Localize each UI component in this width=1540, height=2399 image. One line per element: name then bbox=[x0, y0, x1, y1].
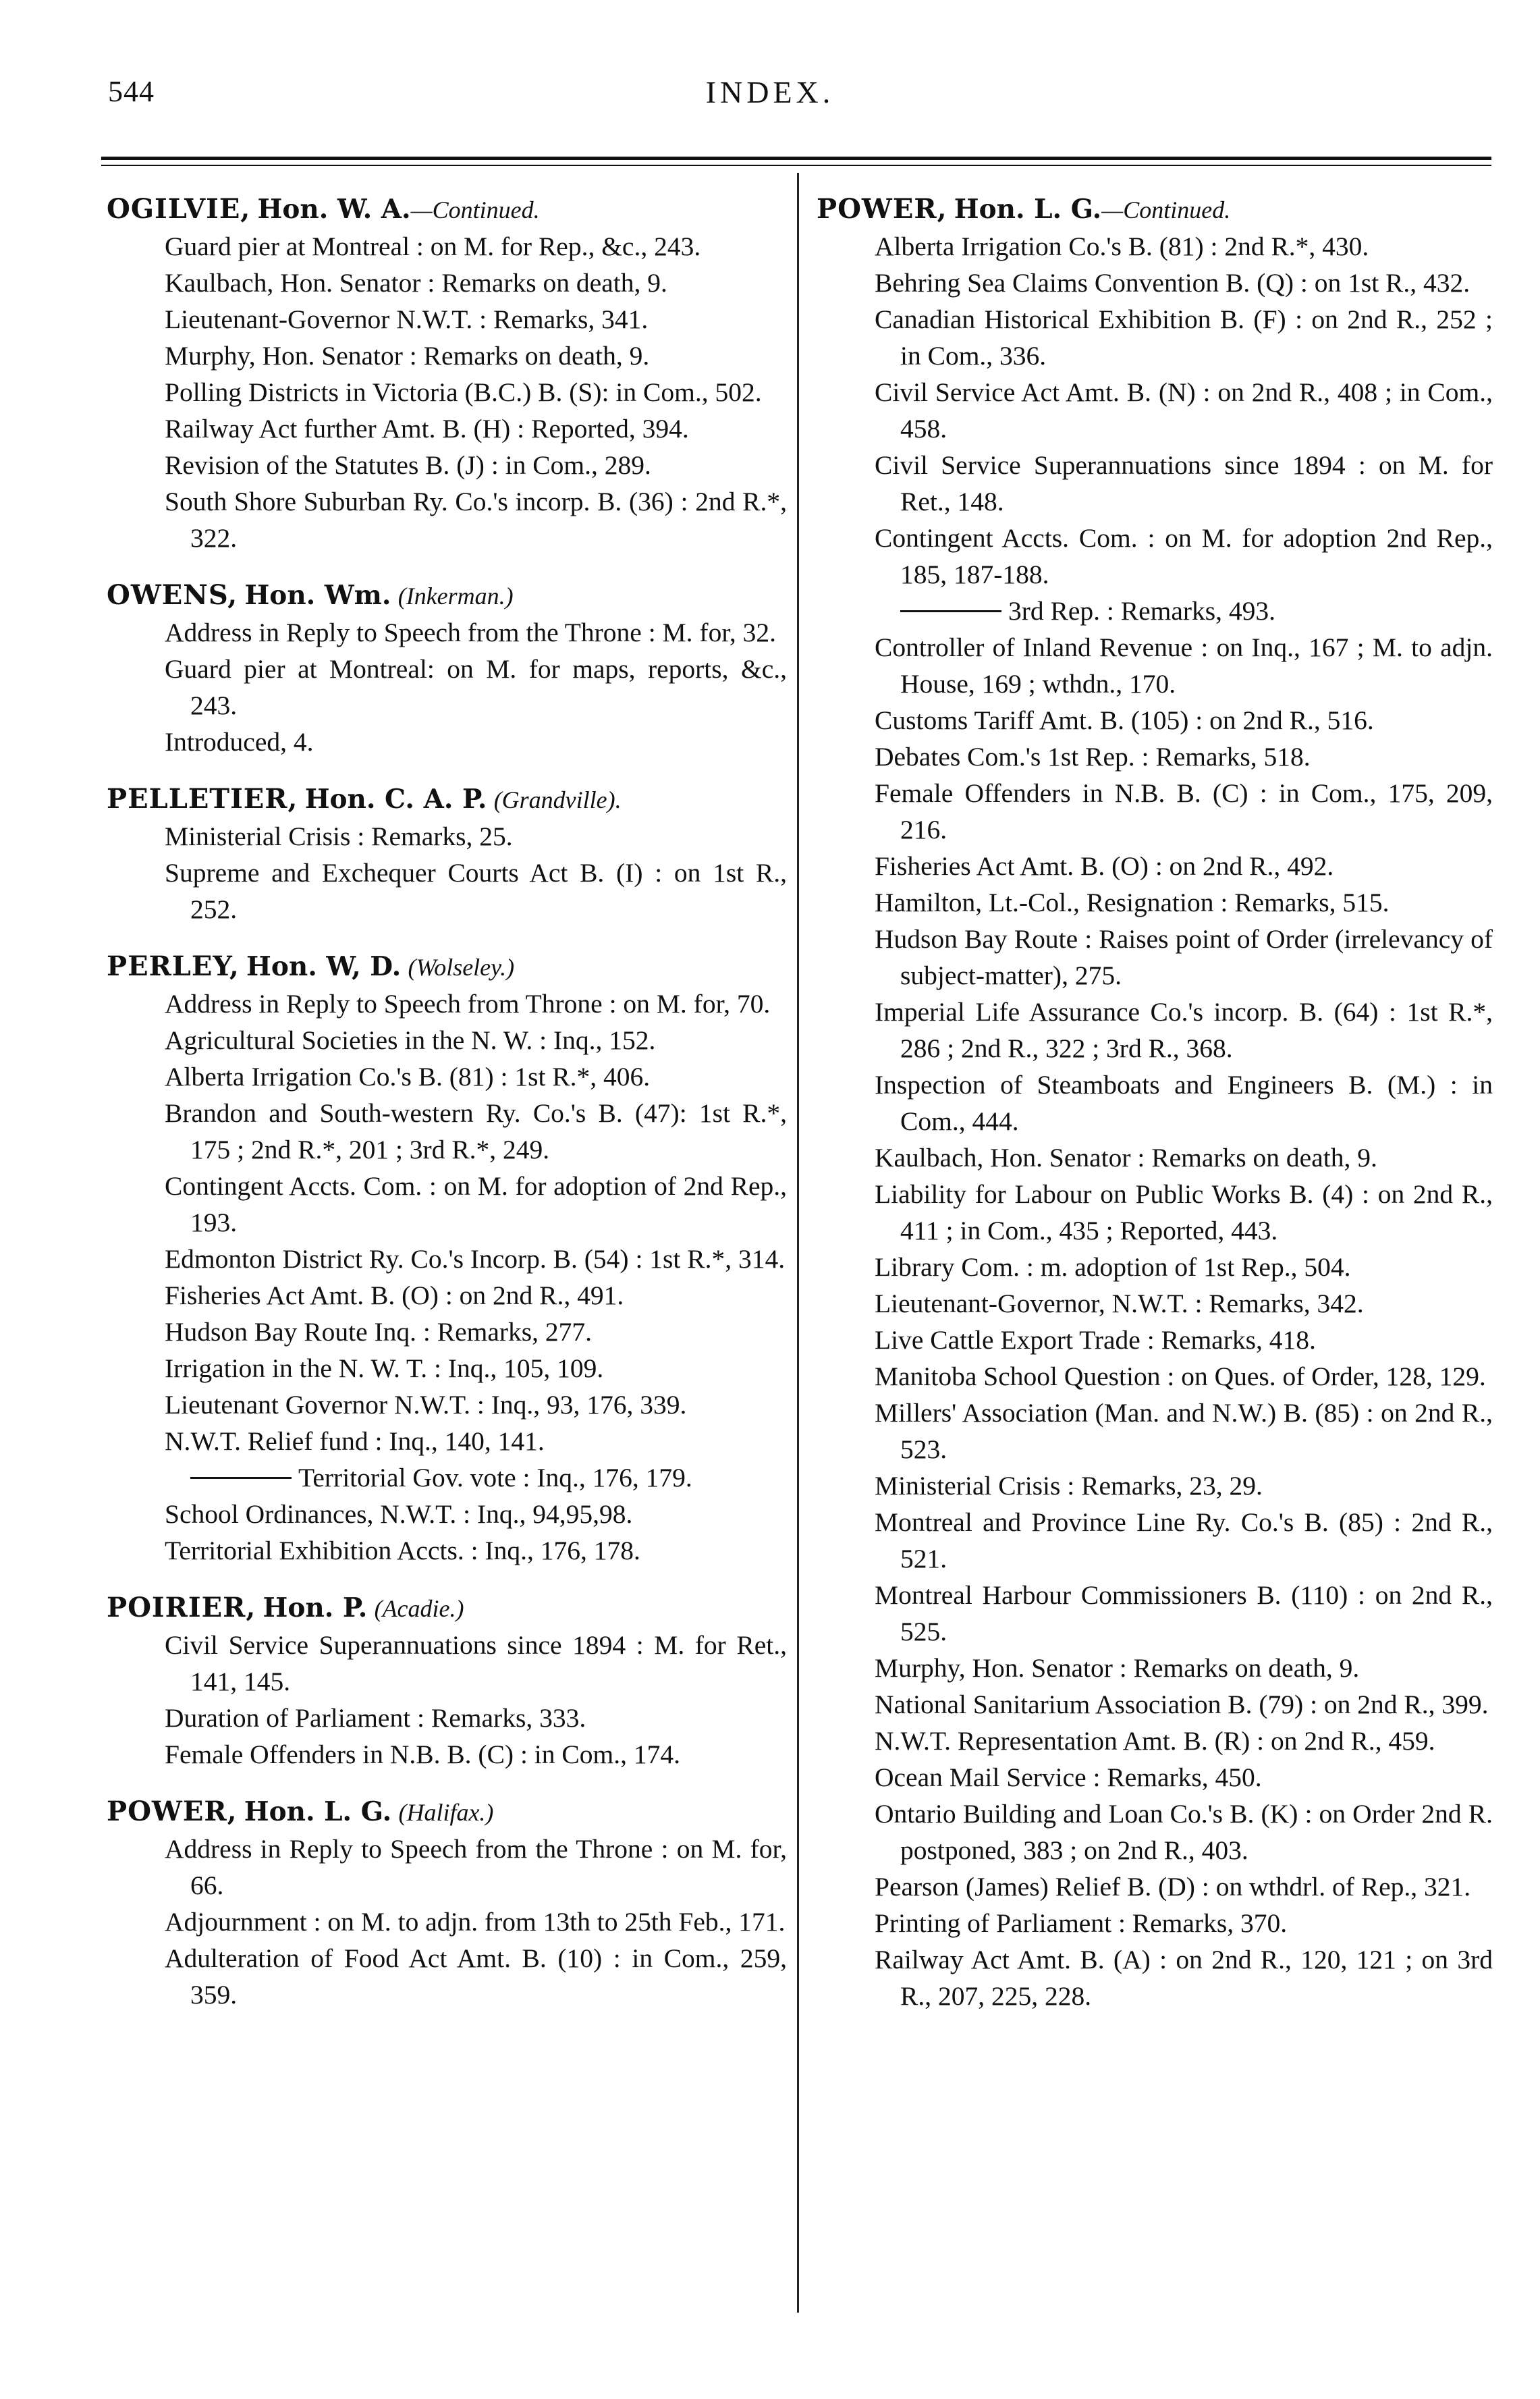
member-surname: POWER, bbox=[107, 1796, 238, 1827]
member-riding: (Inkerman.) bbox=[397, 583, 514, 610]
index-subentry: Kaulbach, Hon. Senator : Remarks on death, 9. bbox=[875, 1143, 1377, 1172]
member-title: Hon. W. A. bbox=[257, 194, 411, 225]
index-subentry: Railway Act Amt. B. (A) : on 2nd R., 120, 121 ; on 3rd R., 207, 225, 228. bbox=[875, 1945, 1493, 2011]
entry-heading bbox=[107, 1793, 787, 1831]
index-subentry: Edmonton District Ry. Co.'s Incorp. B. (54) : 1st R.*, 314. bbox=[165, 1244, 786, 1274]
entry-heading bbox=[817, 190, 1493, 228]
page-header bbox=[0, 74, 1540, 115]
index-subentry: School Ordinances, N.W.T. : Inq., 94,95,98. bbox=[165, 1499, 633, 1529]
index-subentry: Brandon and South-western Ry. Co.'s B. (47): 1st R.*, 175 ; 2nd R.*, 201 ; 3rd R.*, 249. bbox=[165, 1098, 787, 1164]
member-riding: (Acadie.) bbox=[374, 1595, 464, 1622]
index-subentry: Murphy, Hon. Senator : Remarks on death, 9. bbox=[165, 341, 650, 371]
index-subentry: Alberta Irrigation Co.'s B. (81) : 1st R.*, 406. bbox=[165, 1062, 651, 1091]
index-subentry: Debates Com.'s 1st Rep. : Remarks, 518. bbox=[875, 742, 1311, 772]
member-riding: (Wolseley.) bbox=[408, 954, 515, 981]
member-riding: (Grandville). bbox=[493, 786, 622, 813]
index-subentry: Address in Reply to Speech from the Throne : on M. for, 66. bbox=[165, 1834, 787, 1900]
index-subentry: Library Com. : m. adoption of 1st Rep., 504. bbox=[875, 1252, 1351, 1282]
entry-heading bbox=[107, 948, 787, 986]
entry-heading bbox=[107, 1589, 787, 1627]
index-subentry: Guard pier at Montreal : on M. for Rep., &c., 243. bbox=[165, 232, 701, 261]
index-entry bbox=[107, 1589, 787, 1773]
index-subentry: Civil Service Act Amt. B. (N) : on 2nd R., 408 ; in Com., 458. bbox=[875, 377, 1493, 443]
index-subentry: Printing of Parliament : Remarks, 370. bbox=[875, 1908, 1288, 1938]
index-subentry: N.W.T. Relief fund : Inq., 140, 141. bbox=[165, 1426, 545, 1456]
index-subentry: Hamilton, Lt.-Col., Resignation : Remarks, 515. bbox=[875, 888, 1390, 917]
index-subentry: Lieutenant Governor N.W.T. : Inq., 93, 176, 339. bbox=[165, 1390, 687, 1420]
member-title: Hon. C. A. P. bbox=[304, 784, 487, 815]
index-subentry: Revision of the Statutes B. (J) : in Com., 289. bbox=[165, 450, 651, 480]
header-rule-thin bbox=[101, 165, 1491, 166]
member-surname: PERLEY, bbox=[107, 950, 240, 982]
index-subentry: Montreal Harbour Commissioners B. (110) : on 2nd R., 525. bbox=[875, 1580, 1493, 1646]
member-title: Hon. L. G. bbox=[954, 194, 1102, 225]
index-subentry: Territorial Exhibition Accts. : Inq., 176, 178. bbox=[165, 1536, 640, 1565]
index-subentry: National Sanitarium Association B. (79) : on 2nd R., 399. bbox=[875, 1690, 1489, 1719]
index-subentry: Hudson Bay Route Inq. : Remarks, 277. bbox=[165, 1317, 593, 1347]
index-subentry: Supreme and Exchequer Courts Act B. (I) : on 1st R., 252. bbox=[165, 858, 787, 924]
page-number: 544 bbox=[108, 75, 155, 108]
index-subentry: Alberta Irrigation Co.'s B. (81) : 2nd R.*, 430. bbox=[875, 232, 1369, 261]
index-subentry: Controller of Inland Revenue : on Inq., 167 ; M. to adjn. House, 169 ; wthdn., 170. bbox=[875, 632, 1493, 699]
index-subentry: Canadian Historical Exhibition B. (F) : on 2nd R., 252 ; in Com., 336. bbox=[875, 304, 1493, 371]
index-subentry: Millers' Association (Man. and N.W.) B. (85) : on 2nd R., 523. bbox=[875, 1398, 1493, 1464]
member-surname: PELLETIER, bbox=[107, 783, 298, 815]
index-entry bbox=[107, 576, 787, 760]
member-title: Hon. L. G. bbox=[244, 1796, 392, 1827]
index-subentry: Duration of Parliament : Remarks, 333. bbox=[165, 1703, 586, 1733]
index-subentry: Ontario Building and Loan Co.'s B. (K) : on Order 2nd R. postponed, 383 ; on 2nd R., 403. bbox=[875, 1799, 1493, 1865]
index-subentry: Civil Service Superannuations since 1894 : on M. for Ret., 148. bbox=[875, 450, 1493, 516]
entry-heading bbox=[107, 780, 787, 818]
index-subentry: Montreal and Province Line Ry. Co.'s B. (85) : 2nd R., 521. bbox=[875, 1507, 1493, 1573]
index-subentry: Railway Act further Amt. B. (H) : Reported, 394. bbox=[165, 414, 689, 443]
index-subentry: Agricultural Societies in the N. W. : Inq., 152. bbox=[165, 1025, 656, 1055]
index-subentry: Ministerial Crisis : Remarks, 23, 29. bbox=[875, 1471, 1263, 1501]
index-subentry: Irrigation in the N. W. T. : Inq., 105, 109. bbox=[165, 1353, 604, 1383]
index-subentry: Inspection of Steamboats and Engineers B. (M.) : in Com., 444. bbox=[875, 1070, 1493, 1136]
index-subentry: Ministerial Crisis : Remarks, 25. bbox=[165, 821, 513, 851]
member-surname: OGILVIE, bbox=[107, 193, 251, 225]
index-subentry: Contingent Accts. Com. : on M. for adoption 2nd Rep., 185, 187-188. bbox=[875, 523, 1493, 589]
member-surname: POWER, bbox=[817, 193, 947, 225]
member-riding: (Halifax.) bbox=[398, 1799, 494, 1826]
index-subentry: Polling Districts in Victoria (B.C.) B. (S): in Com., 502. bbox=[165, 377, 762, 407]
index-entry bbox=[817, 190, 1493, 2014]
index-subentry: Female Offenders in N.B. B. (C) : in Com., 175, 209, 216. bbox=[875, 778, 1493, 844]
index-subentry: Adjournment : on M. to adjn. from 13th to 25th Feb., 171. bbox=[165, 1907, 786, 1937]
continued-label: —Continued. bbox=[1101, 196, 1231, 223]
index-subentry: 3rd Rep. : Remarks, 493. bbox=[875, 593, 1493, 629]
index-subentry: Customs Tariff Amt. B. (105) : on 2nd R., 516. bbox=[875, 705, 1374, 735]
index-subentry: Address in Reply to Speech from Throne : on M. for, 70. bbox=[165, 989, 771, 1019]
continued-label: —Continued. bbox=[410, 196, 540, 223]
index-subentry: Guard pier at Montreal: on M. for maps, reports, &c., 243. bbox=[165, 654, 787, 720]
index-entry bbox=[107, 780, 787, 927]
index-subentry: Civil Service Superannuations since 1894 : M. for Ret., 141, 145. bbox=[165, 1630, 787, 1696]
index-subentry: Adulteration of Food Act Amt. B. (10) : in Com., 259, 359. bbox=[165, 1943, 787, 2010]
column-divider bbox=[797, 173, 799, 2313]
member-surname: POIRIER, bbox=[107, 1592, 256, 1623]
entry-heading bbox=[107, 190, 787, 228]
member-title: Hon. W, D. bbox=[246, 951, 402, 982]
page-title: INDEX. bbox=[705, 75, 835, 109]
member-title: Hon. Wm. bbox=[244, 580, 391, 611]
index-entry bbox=[107, 948, 787, 1569]
index-subentry: N.W.T. Representation Amt. B. (R) : on 2nd R., 459. bbox=[875, 1726, 1435, 1756]
index-subentry: Imperial Life Assurance Co.'s incorp. B. (64) : 1st R.*, 286 ; 2nd R., 322 ; 3rd R., 368. bbox=[875, 997, 1493, 1063]
index-subentry: Hudson Bay Route : Raises point of Order (irrelevancy of subject-matter), 275. bbox=[875, 924, 1493, 990]
index-subentry: Territorial Gov. vote : Inq., 176, 179. bbox=[165, 1459, 787, 1496]
index-subentry: South Shore Suburban Ry. Co.'s incorp. B. (36) : 2nd R.*, 322. bbox=[165, 487, 787, 553]
left-column bbox=[107, 190, 787, 2033]
index-subentry: Live Cattle Export Trade : Remarks, 418. bbox=[875, 1325, 1316, 1355]
index-entry bbox=[107, 190, 787, 556]
index-subentry: Behring Sea Claims Convention B. (Q) : on 1st R., 432. bbox=[875, 268, 1470, 298]
ditto-dash bbox=[900, 610, 1001, 612]
index-subentry: Kaulbach, Hon. Senator : Remarks on death, 9. bbox=[165, 268, 667, 298]
index-subentry: Murphy, Hon. Senator : Remarks on death, 9. bbox=[875, 1653, 1360, 1683]
index-subentry: Fisheries Act Amt. B. (O) : on 2nd R., 491. bbox=[165, 1281, 624, 1310]
member-surname: OWENS, bbox=[107, 579, 238, 611]
index-subentry: Contingent Accts. Com. : on M. for adoption of 2nd Rep., 193. bbox=[165, 1171, 787, 1237]
index-entry bbox=[107, 1793, 787, 2013]
index-subentry: Female Offenders in N.B. B. (C) : in Com., 174. bbox=[165, 1740, 680, 1769]
index-subentry: Lieutenant-Governor N.W.T. : Remarks, 341. bbox=[165, 304, 649, 334]
entry-heading bbox=[107, 576, 787, 614]
member-title: Hon. P. bbox=[263, 1592, 368, 1623]
header-rule bbox=[101, 157, 1491, 160]
index-subentry: Liability for Labour on Public Works B. (4) : on 2nd R., 411 ; in Com., 435 ; Reported, 443. bbox=[875, 1179, 1493, 1245]
ditto-dash bbox=[190, 1477, 292, 1479]
index-subentry: Introduced, 4. bbox=[165, 727, 314, 757]
index-subentry: Fisheries Act Amt. B. (O) : on 2nd R., 492. bbox=[875, 851, 1334, 881]
index-subentry: Manitoba School Question : on Ques. of Order, 128, 129. bbox=[875, 1362, 1486, 1391]
index-subentry: Address in Reply to Speech from the Throne : M. for, 32. bbox=[165, 618, 777, 647]
index-subentry: Pearson (James) Relief B. (D) : on wthdrl. of Rep., 321. bbox=[875, 1872, 1471, 1902]
index-subentry: Ocean Mail Service : Remarks, 450. bbox=[875, 1762, 1262, 1792]
index-subentry: Lieutenant-Governor, N.W.T. : Remarks, 342. bbox=[875, 1289, 1364, 1318]
right-column bbox=[817, 190, 1493, 2034]
